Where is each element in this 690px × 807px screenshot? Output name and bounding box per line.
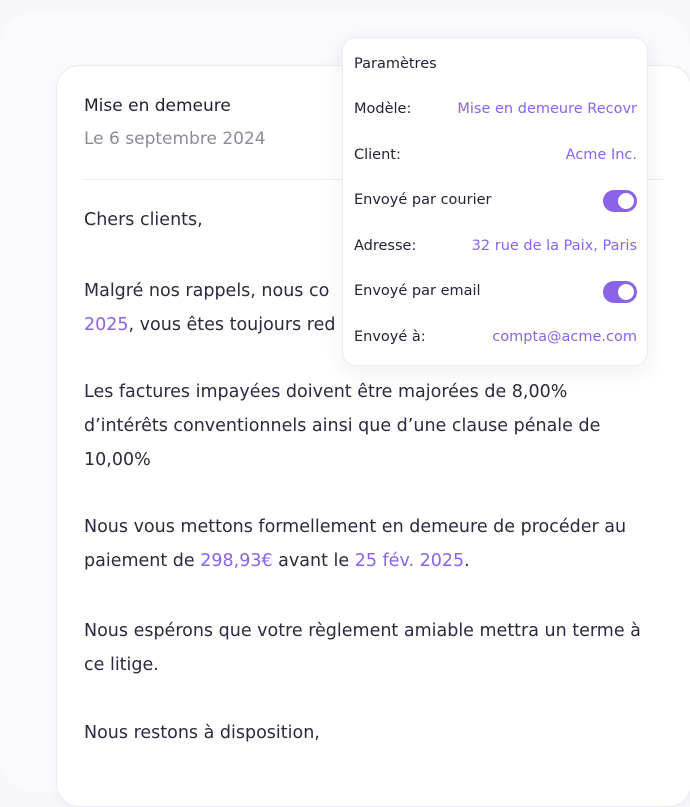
- p1-text-b: , vous êtes toujours red: [128, 315, 336, 335]
- email-row: [354, 280, 637, 306]
- p3-amount: 298,93€: [200, 551, 273, 571]
- p3-text-a: Nous vous mettons formellement en demeure de procéder au paiement de: [84, 517, 627, 571]
- toggle-knob: [618, 193, 634, 209]
- model-row[interactable]: [354, 98, 637, 124]
- courier-toggle[interactable]: [603, 190, 637, 212]
- p1-accent: 2025: [84, 315, 129, 335]
- client-label: Client:: [354, 147, 401, 163]
- model-value[interactable]: Mise en demeure Recovr: [457, 101, 637, 117]
- letter-greeting: Chers clients,: [84, 210, 203, 230]
- courier-label: Envoyé par courier: [354, 192, 492, 208]
- email-toggle[interactable]: [603, 281, 637, 303]
- address-label: Adresse:: [354, 238, 417, 254]
- letter-date: Le 6 septembre 2024: [84, 129, 266, 149]
- panel-title: Paramètres: [354, 56, 437, 72]
- address-value[interactable]: 32 rue de la Paix, Paris: [471, 238, 637, 254]
- letter-paragraph-4: Nous espérons que votre règlement amiable mettra un terme à ce litige.: [84, 621, 641, 675]
- letter-title: Mise en demeure: [84, 96, 231, 116]
- client-row[interactable]: [354, 144, 637, 170]
- client-value[interactable]: Acme Inc.: [565, 147, 637, 163]
- toggle-knob: [618, 284, 634, 300]
- model-label: Modèle:: [354, 101, 412, 117]
- letter-paragraph-2: Les factures impayées doivent être majorées de 8,00% d’intérêts conventionnels ainsi que d’une clause pénale de 10,00%: [84, 382, 601, 470]
- p3-end: .: [464, 551, 470, 571]
- sent-to-label: Envoyé à:: [354, 329, 426, 345]
- courier-row: [354, 189, 637, 215]
- p3-date: 25 fév. 2025: [354, 551, 465, 571]
- parameters-panel: [342, 37, 648, 366]
- letter-paragraph-3: [84, 510, 644, 578]
- sent-to-row[interactable]: [354, 326, 637, 352]
- sent-to-value[interactable]: compta@acme.com: [492, 329, 637, 345]
- p1-text-a: Malgré nos rappels, nous co: [84, 281, 330, 301]
- email-label: Envoyé par email: [354, 283, 481, 299]
- address-row[interactable]: [354, 235, 637, 261]
- letter-paragraph-5: Nous restons à disposition,: [84, 723, 320, 743]
- p3-text-b: avant le: [272, 551, 355, 571]
